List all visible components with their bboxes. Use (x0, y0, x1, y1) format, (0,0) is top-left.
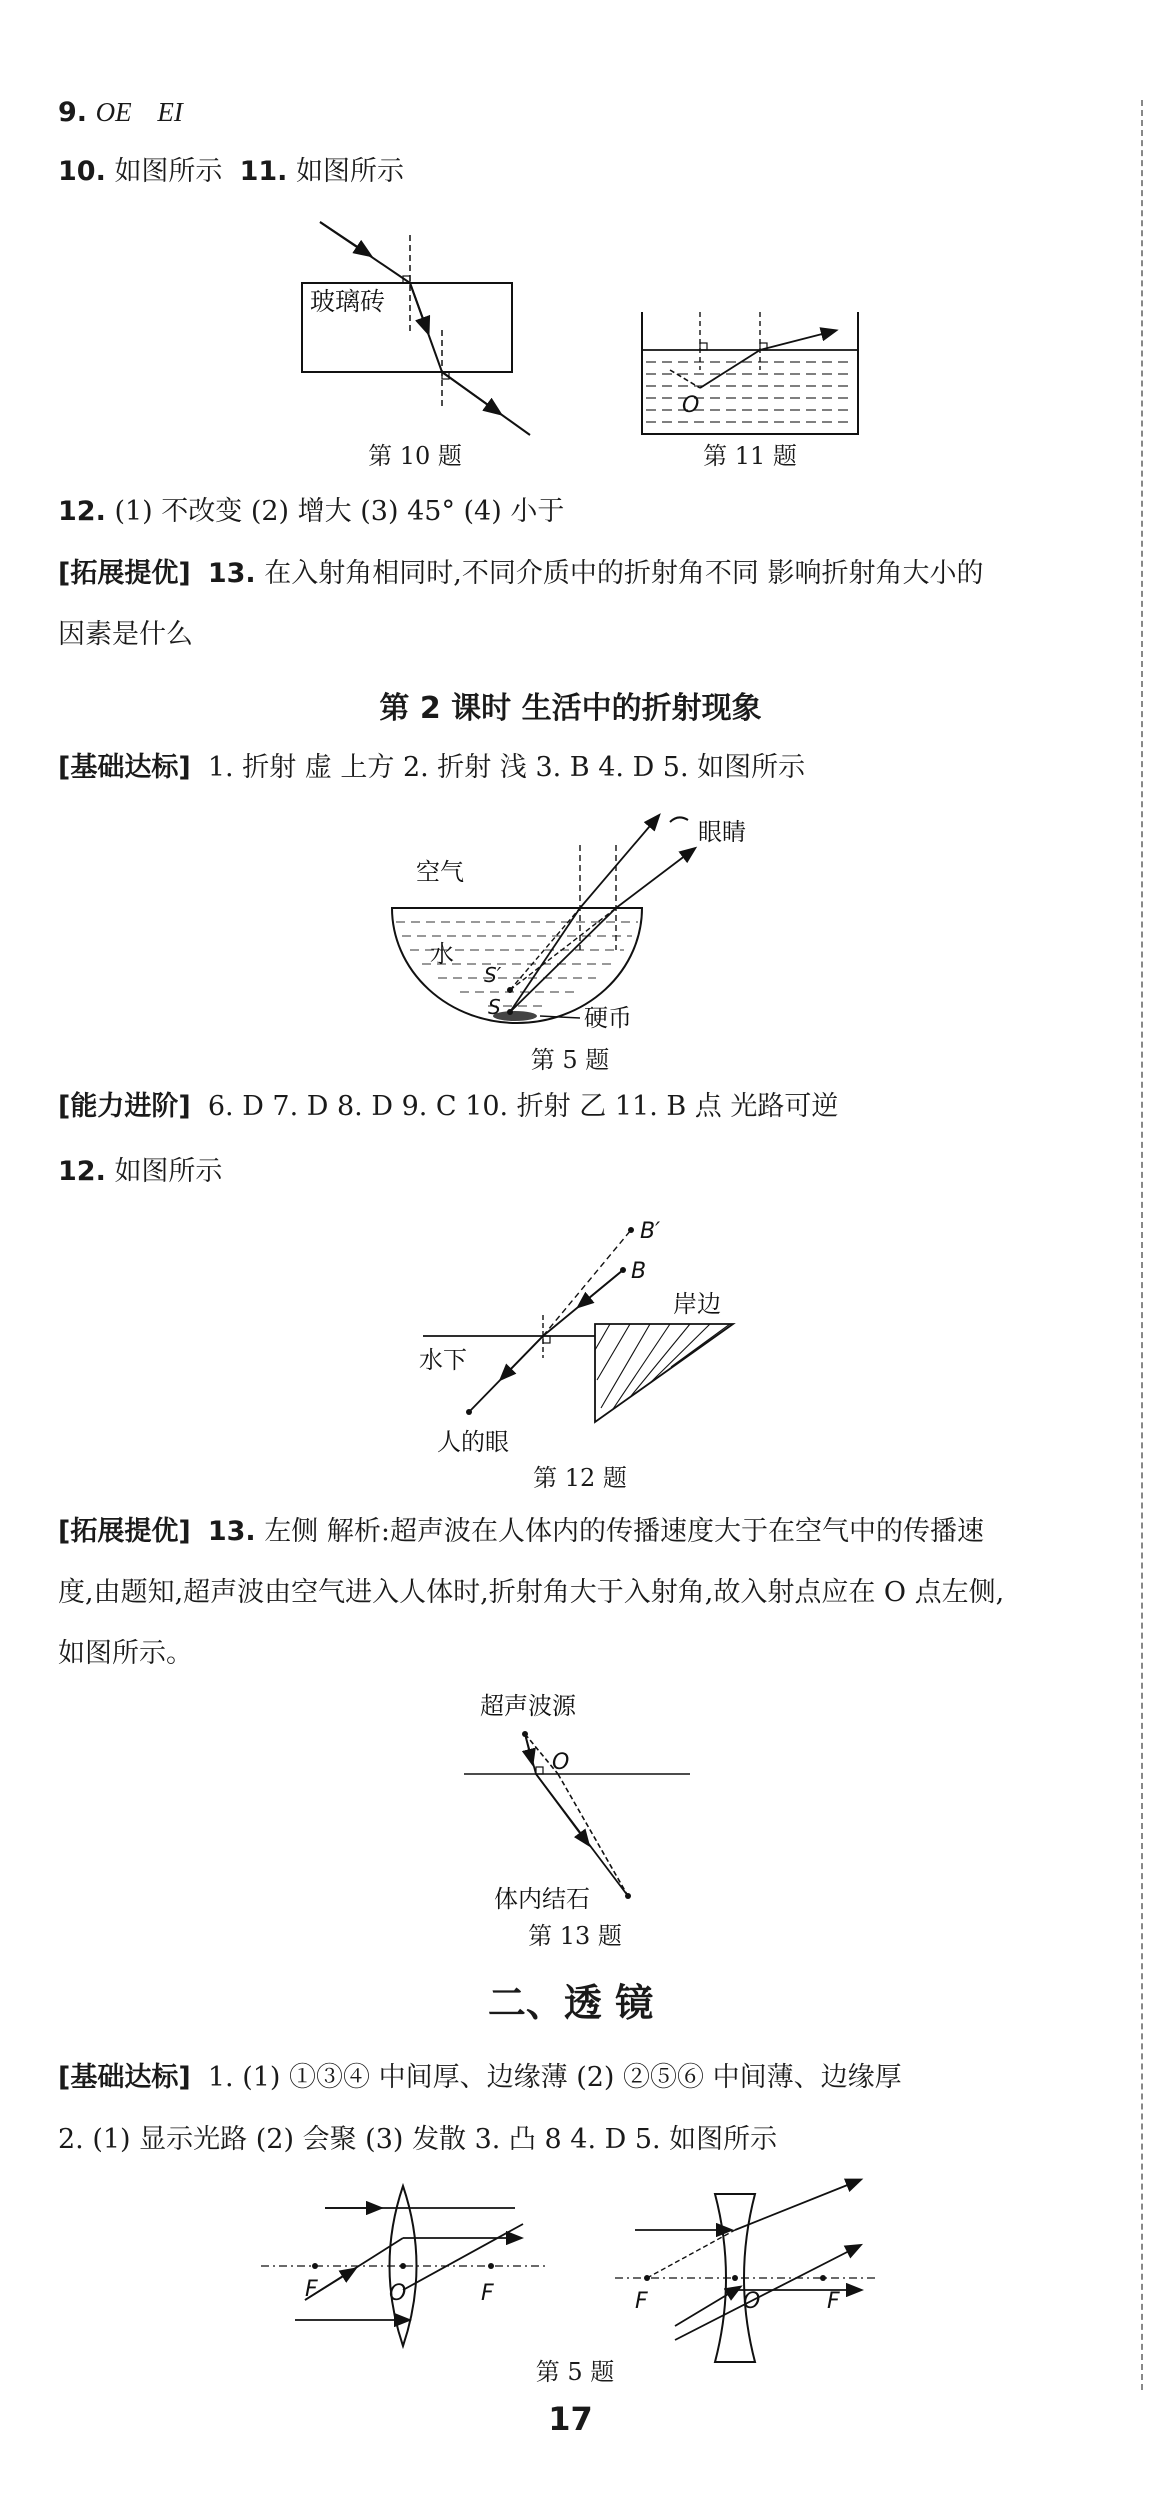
point-o-label: O (682, 393, 700, 418)
stone-label: 体内结石 (494, 1885, 590, 1913)
water-label: 水 (430, 940, 454, 968)
point-o-label-fig13: O (552, 1750, 570, 1775)
b-prime-label: B′ (640, 1219, 661, 1244)
figure-11-water-tank (630, 300, 870, 440)
concave-focus-f-left-label: F (635, 2289, 648, 2314)
extension-q13: [拓展提优] 13. 在入射角相同时,不同介质中的折射角不同 影响折射角大小的 (58, 558, 984, 589)
ultrasound-source-label: 超声波源 (480, 1692, 576, 1720)
basic-answers-lens: [基础达标] 1. (1) ①③④ 中间厚、边缘薄 (2) ②⑤⑥ 中间薄、边缘厚 (58, 2062, 902, 2093)
answer-q10-q11: 10. 如图所示 11. 如图所示 (58, 156, 405, 187)
concave-center-o-label: O (743, 2289, 761, 2314)
concave-focus-f-right-label: F (827, 2289, 840, 2314)
underwater-label: 水下 (419, 1346, 467, 1374)
figure-5-lenses-caption: 第 5 题 (535, 2358, 615, 2386)
figure-5-bowl-coin (380, 800, 746, 1040)
eye-label: 眼睛 (698, 818, 746, 846)
section-title-lesson-2: 第 2 课时 生活中的折射现象 (379, 691, 762, 726)
figure-13-caption: 第 13 题 (528, 1922, 622, 1950)
air-label: 空气 (416, 858, 464, 886)
extension-q13-lesson-2: [拓展提优] 13. 左侧 解析:超声波在人体内的传播速度大于在空气中的传播速 (58, 1516, 984, 1547)
answer-q12: 12. (1) 不改变 (2) 增大 (3) 45° (4) 小于 (58, 496, 565, 527)
figure-5-lenses (255, 2180, 895, 2350)
answer-q9: 9. OE EI (58, 97, 183, 128)
shore-label: 岸边 (673, 1290, 721, 1318)
ability-answers: [能力进阶] 6. D 7. D 8. D 9. C 10. 折射 乙 11. B 点 光路可逆 (58, 1091, 839, 1122)
glass-block-label: 玻璃砖 (310, 287, 386, 316)
figure-13-ultrasound (460, 1690, 710, 1920)
basic-answers-lens-line2: 2. (1) 显示光路 (2) 会聚 (3) 发散 3. 凸 8 4. D 5. 如图所示 (58, 2124, 778, 2155)
human-eye-label: 人的眼 (437, 1428, 509, 1456)
focus-f-right-label: F (481, 2281, 494, 2306)
coin-label: 硬币 (584, 1004, 632, 1032)
answer-q12-lesson-2: 12. 如图所示 (58, 1156, 223, 1187)
b-label: B (631, 1259, 647, 1284)
page-number: 17 (548, 2400, 593, 2438)
center-o-label: O (389, 2281, 407, 2306)
s-prime-label: S′ (484, 963, 502, 987)
extension-q13-lesson-2-cont1: 度,由题知,超声波由空气进入人体时,折射角大于入射角,故入射点应在 O 点左侧, (58, 1577, 1005, 1608)
page-margin-dashed-line (1141, 100, 1143, 2390)
figure-12-shore (415, 1210, 755, 1460)
extension-q13-lesson-2-cont2: 如图所示。 (58, 1638, 193, 1669)
s-label: S (488, 995, 501, 1019)
figure-5-caption: 第 5 题 (530, 1046, 610, 1074)
figure-10-caption: 第 10 题 (368, 442, 462, 470)
figure-11-caption: 第 11 题 (703, 442, 797, 470)
figure-10-glass-block (290, 210, 550, 450)
section-title-lens: 二、透 镜 (487, 1981, 654, 2025)
basic-answers-lesson-2: [基础达标] 1. 折射 虚 上方 2. 折射 浅 3. B 4. D 5. 如图所示 (58, 752, 806, 783)
extension-q13-cont: 因素是什么 (58, 619, 193, 650)
eye-icon (670, 817, 688, 822)
focus-f-left-label: F (305, 2277, 318, 2302)
figure-12-caption: 第 12 题 (533, 1464, 627, 1492)
